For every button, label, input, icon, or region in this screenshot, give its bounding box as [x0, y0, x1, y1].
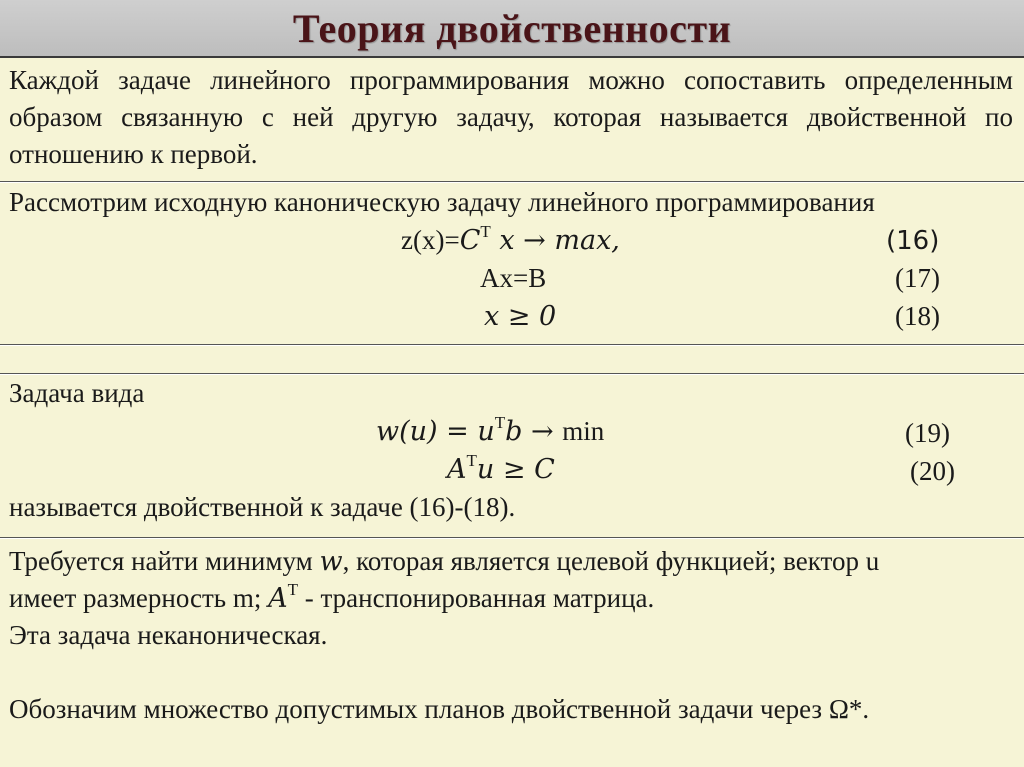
intro-block [0, 58, 1024, 182]
notes-line-1 [9, 546, 879, 577]
dual-lead: Задача вида [9, 378, 145, 408]
notes-line-1-a: Требуется найти минимум [9, 546, 320, 576]
equation-20 [447, 451, 555, 485]
equation-17-number: (17) [895, 263, 940, 293]
equation-18: x ≥ 0 [484, 301, 557, 332]
eq20-a: A [447, 454, 467, 485]
equation-16-number: (16) [886, 226, 940, 256]
notes-line-2-b: - транспонированная матрица. [298, 583, 655, 613]
equation-17: Ax=B [480, 263, 547, 293]
notes-line-2-transpose: T [287, 580, 299, 599]
eq16-left: z(x)= [401, 225, 460, 255]
spacer-block [0, 346, 1024, 374]
eq16-transpose: T [480, 222, 491, 241]
equation-19-number: (19) [905, 418, 950, 448]
notes-line-2-a-matrix: A [268, 583, 288, 614]
eq19-rest: b → [505, 416, 563, 447]
equation-20-number: (20) [910, 456, 955, 486]
notes-line-1-w: w [319, 546, 343, 577]
notes-line-3: Эта задача неканоническая. [9, 620, 328, 650]
primal-lead: Рассмотрим исходную каноническую задачу линейного программирования [9, 187, 875, 217]
intro-paragraph: Каждой задаче линейного программирования можно сопоставить определенным образом связанную с ней другую задачу, которая называется двойственной по отношению к первой. [9, 65, 1013, 169]
eq20-transpose: T [466, 451, 477, 470]
page-title: Теория двойственности [292, 5, 732, 51]
equation-16 [401, 222, 620, 256]
equation-19 [376, 413, 605, 447]
equation-18-number: (18) [895, 301, 940, 331]
eq19-transpose: T [494, 413, 506, 432]
eq16-c: C [459, 225, 481, 256]
dual-tail: называется двойственной к задаче (16)-(18). [9, 492, 516, 522]
primal-block [0, 183, 1024, 345]
notes-line-1-b: , которая является целевой функцией; вектор u [342, 546, 880, 576]
eq16-rest: x → max, [490, 225, 620, 256]
title-bar [0, 0, 1024, 58]
notes-line-4: Обозначим множество допустимых планов двойственной задачи через Ω*. [9, 694, 870, 724]
notes-line-2 [9, 580, 655, 614]
dual-block [0, 375, 1024, 538]
notes-line-2-a: имеет размерность m; [9, 583, 269, 613]
eq19-left: w(u) = u [376, 416, 495, 447]
eq20-rest: u ≥ C [476, 454, 555, 485]
eq19-min: min [562, 416, 605, 446]
notes-block [0, 539, 1024, 767]
